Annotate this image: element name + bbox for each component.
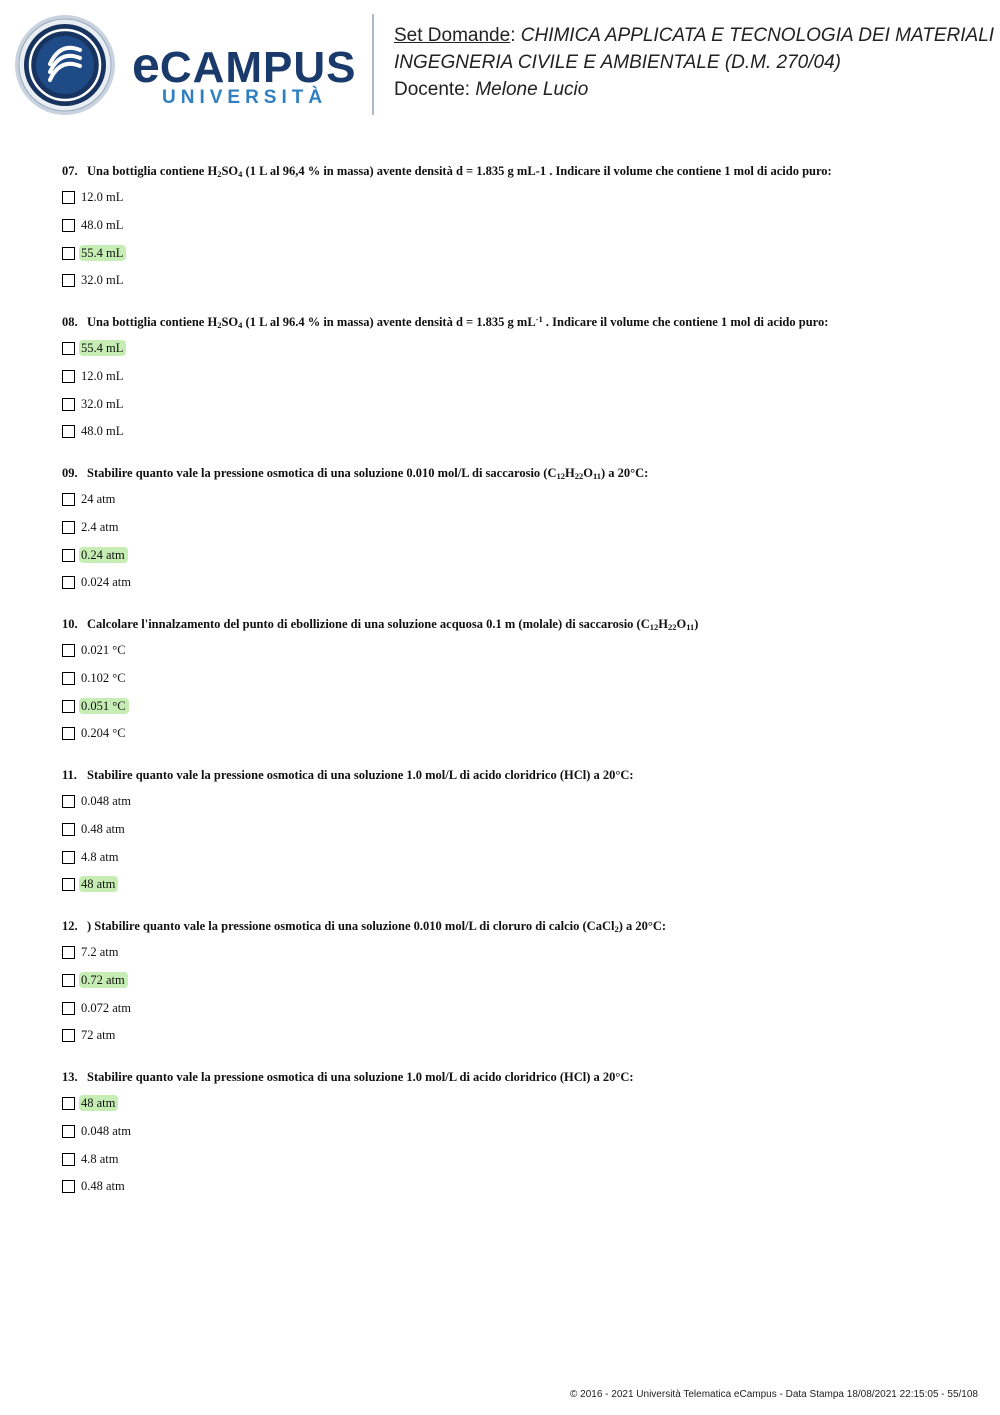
question-title: 12. ) Stabilire quanto vale la pressione osmotica di una soluzione 0.010 mol/L di cloruro di calcio (CaCl$_2$) a 20°C:	[62, 919, 667, 934]
answer-checkbox[interactable]	[62, 549, 75, 562]
answer-option[interactable]	[62, 1151, 122, 1167]
answer-option[interactable]	[62, 642, 129, 658]
answer-option[interactable]	[62, 396, 126, 412]
answer-checkbox[interactable]	[62, 823, 75, 836]
answer-checkbox[interactable]	[62, 878, 75, 891]
answer-label: 72 atm	[81, 1028, 116, 1042]
answer-label: 0.48 atm	[81, 822, 125, 836]
answer-label: 0.072 atm	[81, 1001, 131, 1015]
answer-checkbox[interactable]	[62, 342, 75, 355]
question-number: 12.	[62, 919, 78, 933]
answer-option[interactable]	[62, 1123, 134, 1139]
answer-label: 0.48 atm	[81, 1179, 125, 1193]
answer-option-correct[interactable]	[62, 547, 128, 563]
ecampus-subtitle: UNIVERSITÀ	[162, 87, 328, 108]
answer-checkbox[interactable]	[62, 851, 75, 864]
answer-checkbox[interactable]	[62, 644, 75, 657]
answer-option-correct[interactable]	[62, 972, 128, 988]
answer-checkbox[interactable]	[62, 672, 75, 685]
answer-label: 48.0 mL	[81, 218, 124, 232]
question-10	[62, 617, 962, 740]
answer-checkbox[interactable]	[62, 425, 75, 438]
answer-label: 7.2 atm	[81, 945, 119, 959]
answer-label: 4.8 atm	[81, 1152, 119, 1166]
question-number: 10.	[62, 617, 78, 631]
answer-checkbox[interactable]	[62, 946, 75, 959]
question-number: 13.	[62, 1070, 78, 1084]
answer-option-correct[interactable]	[62, 1095, 118, 1111]
answer-checkbox[interactable]	[62, 521, 75, 534]
page-header	[0, 0, 1000, 130]
answer-label-highlighted: 0.72 atm	[79, 972, 128, 988]
answer-label: 12.0 mL	[81, 369, 124, 383]
answer-label: 2.4 atm	[81, 520, 119, 534]
answer-label-highlighted: 55.4 mL	[79, 245, 126, 261]
answer-checkbox[interactable]	[62, 576, 75, 589]
teacher-line	[394, 80, 588, 99]
answer-option[interactable]	[62, 670, 129, 686]
question-09	[62, 466, 962, 589]
answer-option[interactable]	[62, 519, 122, 535]
question-title: 11. Stabilire quanto vale la pressione osmotica di una soluzione 1.0 mol/L di acido cloridrico (HCl) a 20°C:	[62, 768, 634, 782]
answer-checkbox[interactable]	[62, 1029, 75, 1042]
answer-option[interactable]	[62, 793, 134, 809]
course-title: CHIMICA APPLICATA E TECNOLOGIA DEI MATERIALI	[520, 25, 995, 46]
question-11	[62, 768, 962, 891]
question-number: 07.	[62, 164, 78, 178]
answer-option[interactable]	[62, 1178, 128, 1194]
answer-label: 12.0 mL	[81, 190, 124, 204]
answer-option[interactable]	[62, 725, 129, 741]
answer-checkbox[interactable]	[62, 1125, 75, 1138]
answer-option[interactable]	[62, 849, 122, 865]
answer-option[interactable]	[62, 189, 126, 205]
question-13	[62, 1070, 962, 1193]
answer-option[interactable]	[62, 423, 126, 439]
answer-checkbox[interactable]	[62, 1180, 75, 1193]
header-divider	[372, 14, 374, 115]
teacher-name: Melone Lucio	[475, 79, 589, 100]
answer-checkbox[interactable]	[62, 795, 75, 808]
answer-label: 0.102 °C	[81, 671, 126, 685]
answer-option[interactable]	[62, 272, 126, 288]
answer-label: 32.0 mL	[81, 273, 124, 287]
question-title: 09. Stabilire quanto vale la pressione osmotica di una soluzione 0.010 mol/L di saccarosio $(C_{12}H_{22}O_{11})$ a 20°C:	[62, 466, 649, 481]
answer-checkbox[interactable]	[62, 398, 75, 411]
question-title: 10. Calcolare l'innalzamento del punto di ebollizione di una soluzione acquosa 0.1 m (molale) di saccarosio $(C_{12}H_{22}O_{11})$	[62, 617, 699, 632]
answer-option[interactable]	[62, 1027, 118, 1043]
teacher-label: Docente:	[394, 79, 476, 100]
answer-label: 48.0 mL	[81, 424, 124, 438]
question-12	[62, 919, 962, 1042]
answer-label: 0.048 atm	[81, 1124, 131, 1138]
question-number: 09.	[62, 466, 78, 480]
answer-label: 0.204 °C	[81, 726, 126, 740]
answer-checkbox[interactable]	[62, 191, 75, 204]
answer-label: 0.024 atm	[81, 575, 131, 589]
answer-option-correct[interactable]	[62, 698, 129, 714]
answer-option[interactable]	[62, 1000, 134, 1016]
answer-checkbox[interactable]	[62, 370, 75, 383]
ecampus-emblem-icon	[14, 14, 116, 116]
question-07	[62, 164, 962, 287]
question-title: 13. Stabilire quanto vale la pressione osmotica di una soluzione 1.0 mol/L di acido cloridrico (HCl) a 20°C:	[62, 1070, 634, 1084]
answer-checkbox[interactable]	[62, 974, 75, 987]
answer-checkbox[interactable]	[62, 274, 75, 287]
answer-option[interactable]	[62, 491, 118, 507]
answer-label: 24 atm	[81, 492, 116, 506]
page-footer: © 2016 - 2021 Università Telematica eCampus - Data Stampa 18/08/2021 22:15:05 - 55/108	[570, 1389, 978, 1400]
answer-label-highlighted: 0.24 atm	[79, 547, 128, 563]
answer-option[interactable]	[62, 368, 126, 384]
answer-option[interactable]	[62, 944, 122, 960]
answer-option-correct[interactable]	[62, 340, 126, 356]
question-title: 07. Una bottiglia contiene $H_2SO_4$ (1 L al 96,4 % in massa) avente densità d = 1.835 g mL-1 . Indicare il volume che contiene 1 mol di acido puro:	[62, 164, 832, 179]
answer-checkbox[interactable]	[62, 1097, 75, 1110]
answer-checkbox[interactable]	[62, 219, 75, 232]
answer-checkbox[interactable]	[62, 247, 75, 260]
course-title-line: Set Domande: CHIMICA APPLICATA E TECNOLOGIA DEI MATERIALI	[394, 25, 995, 46]
answer-checkbox[interactable]	[62, 700, 75, 713]
answer-checkbox[interactable]	[62, 1153, 75, 1166]
answer-option-correct[interactable]	[62, 245, 126, 261]
answer-label-highlighted: 55.4 mL	[79, 340, 126, 356]
answer-checkbox[interactable]	[62, 727, 75, 740]
answer-option-correct[interactable]	[62, 876, 118, 892]
answer-checkbox[interactable]	[62, 493, 75, 506]
question-title: 08. Una bottiglia contiene $H_2SO_4$ (1 L al 96.4 % in massa) avente densità d = 1.835 g $mL^{-1}$ . Indicare il volume che contiene 1 mol di acido puro:	[62, 314, 829, 330]
answer-label: 0.021 °C	[81, 643, 126, 657]
ecampus-wordmark: eCAMPUS	[132, 37, 357, 93]
set-domande-label: Set Domande	[394, 25, 511, 46]
answer-option[interactable]	[62, 821, 128, 837]
answer-option[interactable]	[62, 217, 126, 233]
course-subtitle-line	[394, 53, 841, 72]
answer-label: 4.8 atm	[81, 850, 119, 864]
answer-label-highlighted: 0.051 °C	[79, 698, 129, 714]
answer-label-highlighted: 48 atm	[79, 876, 118, 892]
answer-label-highlighted: 48 atm	[79, 1095, 118, 1111]
question-number: 11.	[62, 768, 77, 782]
course-subtitle: INGEGNERIA CIVILE E AMBIENTALE (D.M. 270/04)	[394, 52, 841, 73]
question-number: 08.	[62, 315, 78, 329]
answer-checkbox[interactable]	[62, 1002, 75, 1015]
answer-label: 0.048 atm	[81, 794, 131, 808]
answer-option[interactable]	[62, 574, 134, 590]
question-08	[62, 314, 962, 438]
answer-label: 32.0 mL	[81, 397, 124, 411]
